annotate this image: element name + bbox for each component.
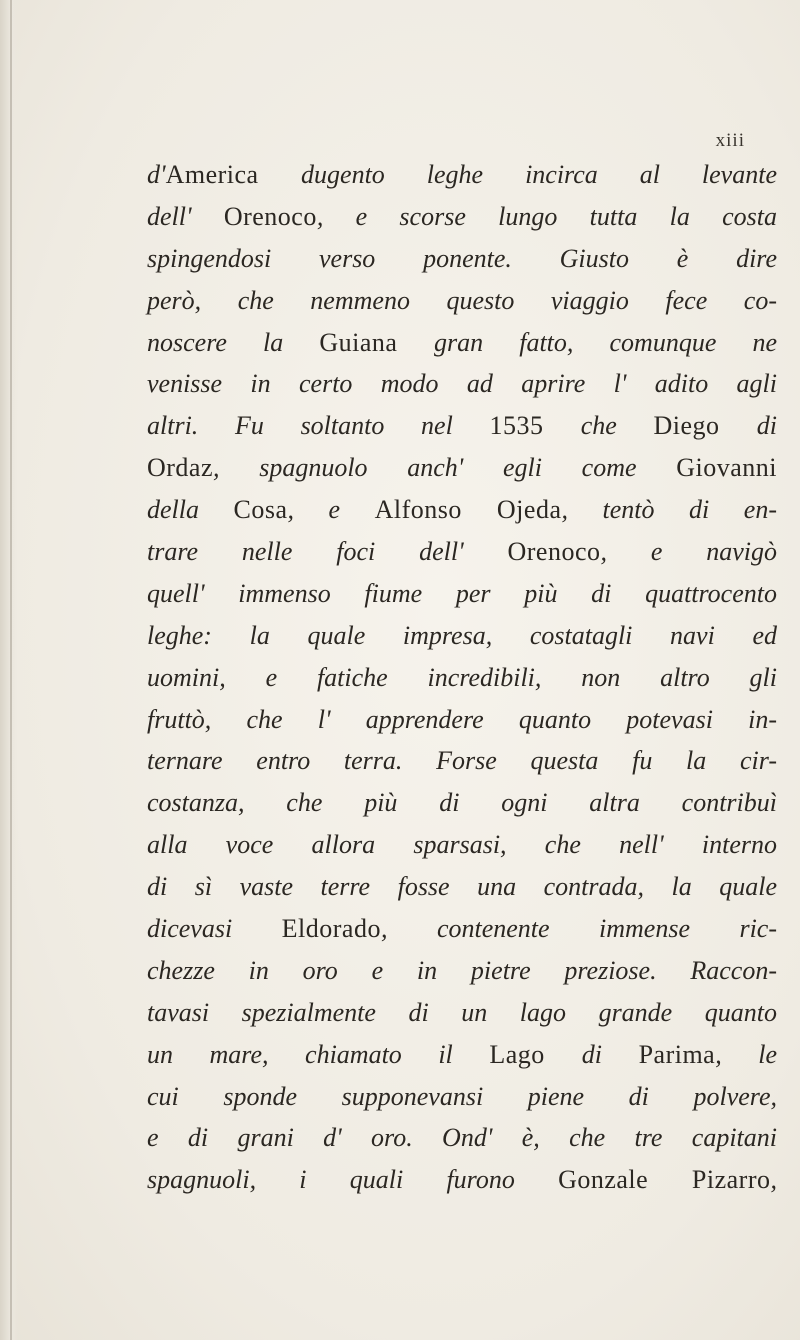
roman-text: Lago — [489, 1039, 582, 1069]
roman-text: Orenoco — [507, 537, 601, 567]
italic-text: gran fatto, comunque ne — [434, 327, 777, 357]
roman-text: Parima — [638, 1039, 716, 1069]
text-line — [147, 447, 777, 489]
text-line — [147, 699, 777, 741]
roman-text: Gonzale Pizarro — [558, 1165, 771, 1195]
text-line — [147, 196, 777, 238]
text-line — [147, 280, 777, 322]
text-line — [147, 405, 777, 447]
italic-text: leghe: la quale impresa, costatagli navi ed — [147, 620, 777, 650]
italic-text: , e — [287, 495, 375, 525]
italic-text: quell' immenso fiume per più di quattrocento — [147, 578, 777, 608]
text-line — [147, 908, 777, 950]
text-line — [147, 238, 777, 280]
text-line — [147, 573, 777, 615]
italic-text: però, che nemmeno questo viaggio fece co- — [147, 285, 777, 315]
roman-text: America — [165, 160, 302, 189]
roman-text: Giovanni — [676, 453, 777, 483]
italic-text: fruttò, che l' apprendere quanto potevasi in- — [147, 704, 777, 734]
italic-text: , contenente immense ric- — [380, 914, 777, 944]
italic-text: ternare entro terra. Forse questa fu la cir- — [147, 746, 777, 776]
italic-text: altri. Fu soltanto nel — [147, 411, 490, 441]
italic-text: costanza, che più di ogni altra contribuì — [147, 788, 777, 818]
italic-text: , tentò di en- — [561, 495, 777, 525]
text-line — [147, 154, 777, 196]
italic-text: di — [581, 1039, 639, 1069]
roman-text: Alfonso Ojeda — [374, 495, 562, 525]
text-line — [147, 1117, 777, 1159]
italic-text: e di grani d' oro. Ond' è, che tre capitani — [147, 1123, 777, 1153]
text-line — [147, 363, 777, 405]
roman-text: Eldorado — [281, 914, 381, 944]
italic-text: , — [770, 1165, 777, 1195]
italic-text: di — [756, 411, 777, 441]
text-line — [147, 782, 777, 824]
italic-text: della — [147, 495, 234, 525]
text-line — [147, 992, 777, 1034]
italic-text: un mare, chiamato il — [147, 1039, 490, 1069]
italic-text: tavasi spezialmente di un lago grande quanto — [147, 997, 777, 1027]
text-line — [147, 866, 777, 908]
roman-text: 1535 — [489, 411, 581, 441]
italic-text: , e scorse lungo tutta la costa — [316, 201, 777, 231]
italic-text: uomini, e fatiche incredibili, non altro gli — [147, 662, 777, 692]
text-line — [147, 1159, 777, 1201]
text-line — [147, 489, 777, 531]
text-line — [147, 531, 777, 573]
italic-text: trare nelle foci dell' — [147, 537, 508, 567]
italic-text: d' — [147, 160, 166, 189]
body-text — [147, 154, 777, 1201]
italic-text: che — [580, 411, 654, 441]
roman-text: Ordaz — [147, 453, 214, 483]
text-line — [147, 740, 777, 782]
text-line — [147, 1076, 777, 1118]
italic-text: dicevasi — [147, 914, 282, 944]
roman-text: Cosa — [233, 495, 288, 525]
italic-text: , e navigò — [600, 537, 777, 567]
page-number: xiii — [715, 130, 745, 151]
italic-text: dell' — [147, 201, 224, 231]
roman-text: Guiana — [319, 327, 435, 357]
text-line — [147, 615, 777, 657]
text-line — [147, 950, 777, 992]
page-binding-edge — [0, 0, 18, 1340]
italic-text: , spagnuolo anch' egli come — [213, 453, 677, 483]
text-line — [147, 1034, 777, 1076]
italic-text: cui sponde supponevansi piene di polvere, — [147, 1081, 777, 1111]
italic-text: noscere la — [147, 327, 320, 357]
text-line — [147, 657, 777, 699]
text-line — [147, 322, 777, 364]
italic-text: spagnuoli, i quali furono — [147, 1165, 559, 1195]
text-line — [147, 824, 777, 866]
binding-rule — [10, 0, 12, 1340]
italic-text: dugento leghe incirca al levante — [301, 160, 777, 189]
italic-text: spingendosi verso ponente. Giusto è dire — [147, 243, 777, 273]
italic-text: alla voce allora sparsasi, che nell' interno — [147, 830, 777, 860]
italic-text: , le — [715, 1039, 778, 1069]
italic-text: chezze in oro e in pietre preziose. Raccon- — [147, 955, 777, 985]
roman-text: Orenoco — [223, 201, 317, 231]
italic-text: venisse in certo modo ad aprire l' adito agli — [147, 369, 777, 399]
roman-text: Diego — [653, 411, 757, 441]
italic-text: di sì vaste terre fosse una contrada, la quale — [147, 872, 777, 902]
